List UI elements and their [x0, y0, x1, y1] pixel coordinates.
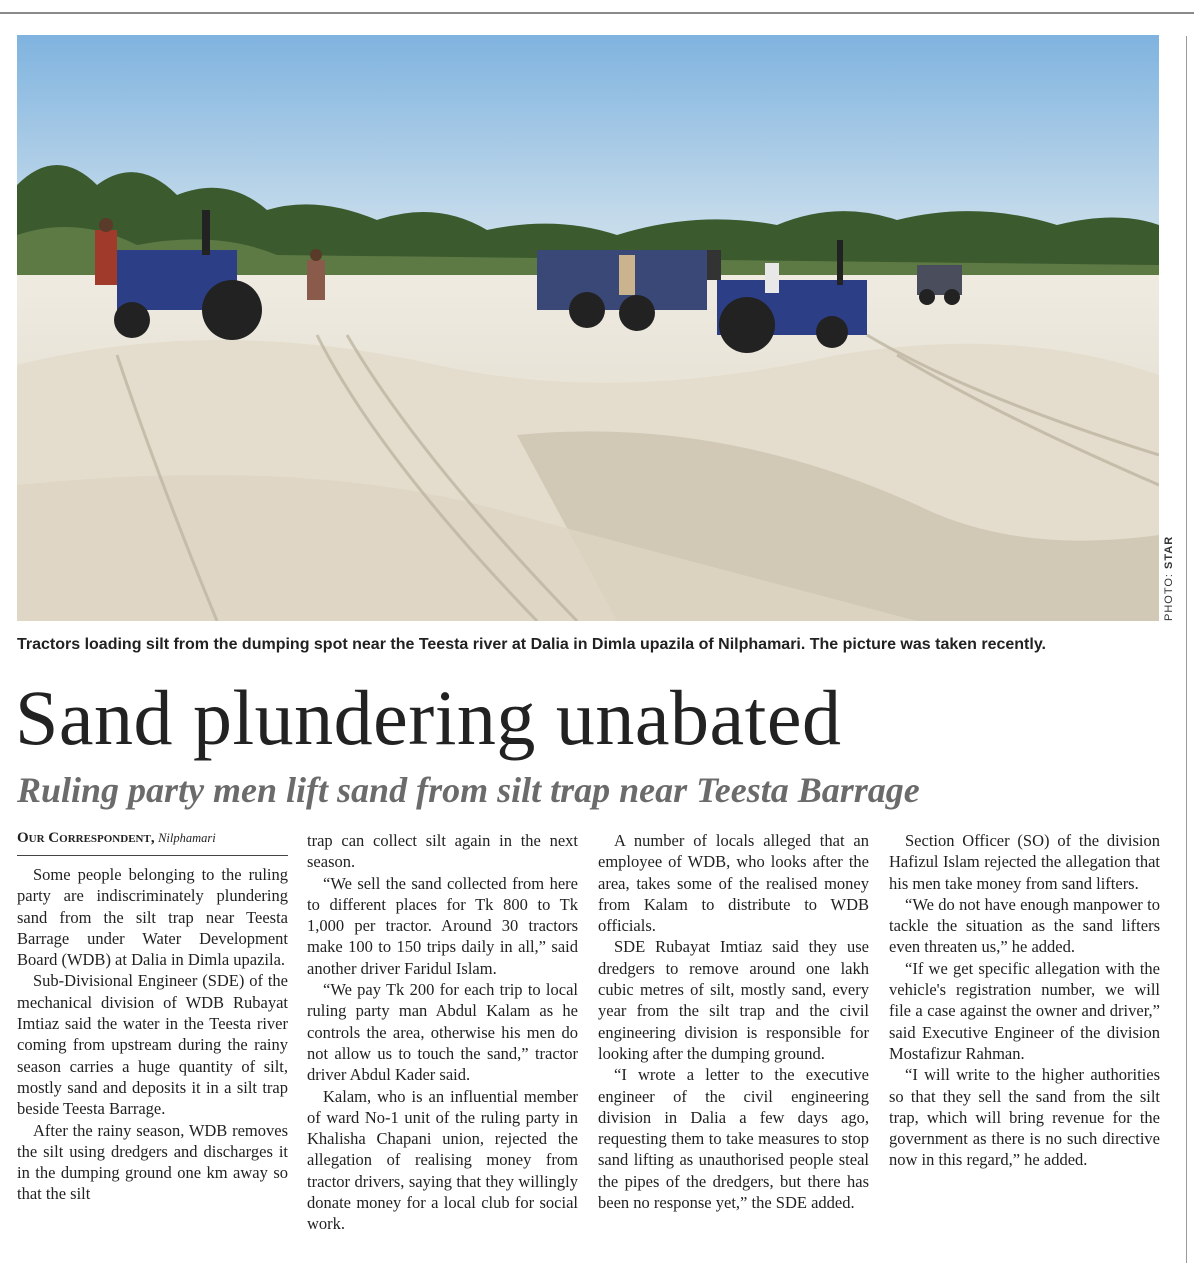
sand-field-illustration	[17, 35, 1159, 621]
paragraph: trap can collect silt again in the next season.	[307, 831, 578, 872]
byline	[17, 830, 288, 856]
paragraph: “We pay Tk 200 for each trip to local ruling party man Abdul Kalam as he controls the area, otherwise his men do not allow us to touch the sand,” tractor driver Abdul Kader said.	[307, 980, 578, 1085]
photo-credit	[1163, 536, 1175, 621]
paragraph: “If we get specific allegation with the vehicle's registration number, we will file a case against the owner and driver,” said Executive Engineer of the division Mostafizur Rahman.	[889, 958, 1160, 1063]
paragraph: After the rainy season, WDB removes the silt using dredgers and discharges it in the dumping ground one km away so that the silt	[17, 1120, 288, 1204]
byline-name: Our Correspondent,	[17, 830, 155, 846]
column-rule	[1186, 36, 1187, 1263]
credit-prefix: PHOTO:	[1163, 568, 1175, 621]
paragraph: Kalam, who is an influential member of ward No-1 unit of the ruling party in Khalisha Chapani union, rejected the allegation of realising money from tractor drivers, saying that they willingly donate money for a local club for social work.	[307, 1086, 578, 1234]
photo-caption: Tractors loading silt from the dumping spot near the Teesta river at Dalia in Dimla upazila of Nilphamari. The picture was taken recently.	[17, 636, 1046, 653]
article-column-3	[598, 830, 869, 1213]
paragraph: “We do not have enough manpower to tackle the situation as the sand lifters even threaten us,” he added.	[889, 894, 1160, 957]
article-column-1	[17, 864, 288, 1205]
news-photo	[17, 35, 1159, 621]
byline-place: Nilphamari	[158, 831, 216, 845]
paragraph: Section Officer (SO) of the division Hafizul Islam rejected the allegation that his men take money from sand lifters.	[889, 831, 1160, 893]
top-rule	[0, 12, 1194, 14]
paragraph: Sub-Divisional Engineer (SDE) of the mechanical division of WDB Rubayat Imtiaz said the water in the Teesta river coming from upstream during the rainy season carries a huge quantity of silt, mostly sand and deposits it in a silt trap beside Teesta Barrage.	[17, 971, 288, 1119]
paragraph: “I wrote a letter to the executive engineer of the civil engineering division in Dalia a few days ago, requesting them to take measures to stop sand lifting as unauthorised people steal the pipes of the dredgers, but there has been no response yet,” the SDE added.	[598, 1065, 869, 1213]
credit-source: STAR	[1163, 535, 1175, 569]
paragraph: A number of locals alleged that an employee of WDB, who looks after the area, takes some of the realised money from Kalam to distribute to WDB officials.	[598, 831, 869, 936]
paragraph: “We sell the sand collected from here to different places for Tk 800 to Tk 1,000 per tractor. Around 30 tractors make 100 to 150 trips daily in all,” said another driver Faridul Islam.	[307, 873, 578, 978]
paragraph: SDE Rubayat Imtiaz said they use dredgers to remove around one lakh cubic metres of silt, mostly sand, every year from the silt trap and the civil engineering division is responsible for looking after the dumping ground.	[598, 937, 869, 1063]
paragraph: Some people belonging to the ruling party are indiscriminately plundering sand from the silt trap near Teesta Barrage under Water Development Board (WDB) at Dalia in Dimla upazila.	[17, 865, 288, 970]
subheadline: Ruling party men lift sand from silt trap near Teesta Barrage	[17, 770, 920, 810]
article-column-2	[307, 830, 578, 1235]
headline: Sand plundering unabated	[15, 674, 842, 761]
article-column-4	[889, 830, 1160, 1171]
paragraph: “I will write to the higher authorities so that they sell the sand from the silt trap, which will bring revenue for the government as there is no such directive now in this regard,” he added.	[889, 1065, 1160, 1170]
